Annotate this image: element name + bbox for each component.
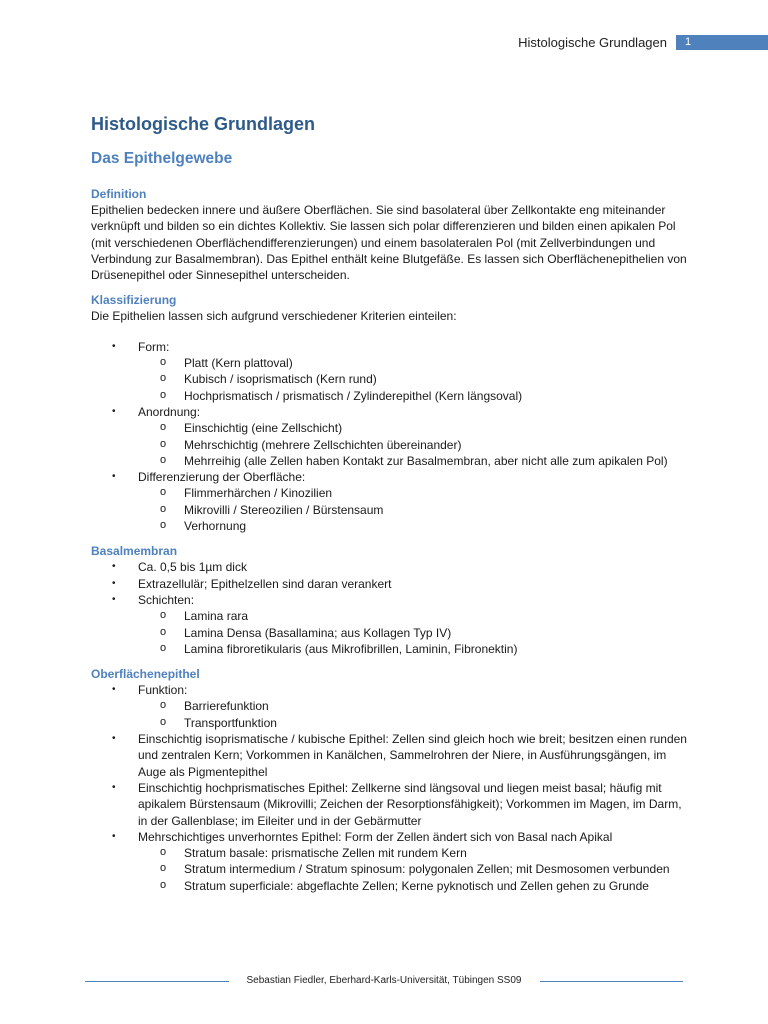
- sub-list-item: o Kubisch / isoprismatisch (Kern rund): [91, 371, 691, 387]
- sub-list: [138, 420, 691, 469]
- oberflaechenepithel-heading: Oberflächenepithel: [91, 667, 200, 682]
- list-item-label: Anordnung:: [138, 404, 201, 419]
- sub-list-item: o Mehrreihig (alle Zellen haben Kontakt zur Basalmembran, aber nicht alle zum apikalen Pol): [91, 453, 691, 469]
- sub-list-item: o Mehrschichtig (mehrere Zellschichten übereinander): [91, 437, 691, 453]
- definition-heading: Definition: [91, 187, 147, 201]
- list-item-label: Einschichtig hochprismatisches Epithel: Zellkerne sind längsoval und liegen meist basal; häufig mit apikalem Bürstensaum (Mikrovilli; Zeichen der Resorptionsfähigkeit); Vorkommen im Magen, im Darm, in der Gallenblase; im Eileiter und in der Gebärmutter: [138, 780, 682, 828]
- list-item-label: Form:: [138, 339, 170, 354]
- sub-list-item: o Hochprismatisch / prismatisch / Zylinderepithel (Kern längsoval): [91, 388, 691, 404]
- sub-list-item: o Stratum intermedium / Stratum spinosum: polygonalen Zellen; mit Desmosomen verbunden: [91, 861, 691, 877]
- sub-list-item: o Stratum basale: prismatische Zellen mit rundem Kern: [91, 845, 691, 861]
- sub-list-item: o Verhornung: [91, 518, 691, 534]
- klassifizierung-intro: Die Epithelien lassen sich aufgrund verschiedener Kriterien einteilen:: [91, 309, 457, 324]
- klassifizierung-list: [91, 339, 691, 535]
- page-number: 1: [685, 36, 692, 48]
- sub-list-item: o Barrierefunktion: [91, 698, 691, 714]
- document-title: Histologische Grundlagen: [91, 114, 316, 134]
- list-item: [91, 829, 691, 894]
- sub-list-item: o Einschichtig (eine Zellschicht): [91, 420, 691, 436]
- list-item-label: Mehrschichtiges unverhorntes Epithel: Form der Zellen ändert sich von Basal nach Apikal: [138, 829, 613, 844]
- list-item: [91, 592, 691, 657]
- klassifizierung-heading: Klassifizierung: [91, 293, 177, 308]
- oberflaechenepithel-list: [91, 682, 691, 894]
- list-item-label: Schichten:: [138, 592, 195, 607]
- list-item-label: Ca. 0,5 bis 1µm dick: [138, 560, 247, 575]
- document-body: [91, 112, 691, 894]
- sub-list-item: o Mikrovilli / Stereozilien / Bürstensaum: [91, 502, 691, 518]
- sub-list-item: o Lamina Densa (Basallamina; aus Kollagen Typ IV): [91, 625, 691, 641]
- list-item: [91, 469, 691, 534]
- sub-list-item: o Lamina fibroretikularis (aus Mikrofibrillen, Laminin, Fibronektin): [91, 641, 691, 657]
- page-footer: [0, 974, 768, 988]
- page-header: [0, 34, 768, 51]
- footer-text: Sebastian Fiedler, Eberhard-Karls-Universität, Tübingen SS09: [246, 975, 522, 986]
- sub-list-item: o Flimmerhärchen / Kinozilien: [91, 485, 691, 501]
- sub-list: [138, 485, 691, 534]
- sub-list-item: o Transportfunktion: [91, 715, 691, 731]
- definition-text: Epithelien bedecken innere und äußere Oberflächen. Sie sind basolateral über Zellkontakte eng miteinander verknüpft und bilden so ein dichtes Kollektiv. Sie lassen sich polar differenzieren und bilden einen apikalen Pol (mit verschiedenen Oberflächendifferenzierungen) und einem basolateralen Pol (mit Zellverbindungen und Verbindung zur Basalmembran). Das Epithel enthält keine Blutgefäße. Es lassen sich Oberflächenepithelien von Drüsenepithel oder Sinnesepithel unterscheiden.: [91, 203, 687, 283]
- sub-list-item: o Stratum superficiale: abgeflachte Zellen; Kerne pyknotisch und Zellen gehen zu Grunde: [91, 878, 691, 894]
- sub-list-item: o Platt (Kern plattoval): [91, 355, 691, 371]
- sub-list: [138, 355, 691, 404]
- list-item-label: Funktion:: [138, 683, 188, 698]
- sub-list: [138, 845, 691, 894]
- list-item: [91, 682, 691, 731]
- page-number-bar: [676, 35, 768, 50]
- list-item-label: Extrazellulär; Epithelzellen sind daran verankert: [138, 576, 392, 591]
- list-item-label: Differenzierung der Oberfläche:: [138, 470, 306, 485]
- basalmembran-heading: Basalmembran: [91, 544, 178, 559]
- sub-list-item: o Lamina rara: [91, 608, 691, 624]
- header-title: Histologische Grundlagen: [518, 35, 667, 50]
- footer-rule-right: [540, 981, 683, 982]
- list-item: [91, 339, 691, 404]
- list-item-label: Einschichtig isoprismatische / kubische Epithel: Zellen sind gleich hoch wie breit; besitzen einen runden und zentralen Kern; Vorkommen in Kanälchen, Sammelrohren der Niere, in Ausführungsgängen, im Auge als Pigmentepithel: [138, 732, 687, 779]
- list-item: [91, 731, 691, 780]
- list-item: [91, 576, 691, 592]
- list-item: [91, 780, 691, 829]
- basalmembran-list: [91, 559, 691, 657]
- section-title: Das Epithelgewebe: [91, 150, 233, 167]
- sub-list: [138, 698, 691, 731]
- list-item: [91, 404, 691, 469]
- sub-list: [138, 608, 691, 657]
- list-item: [91, 559, 691, 575]
